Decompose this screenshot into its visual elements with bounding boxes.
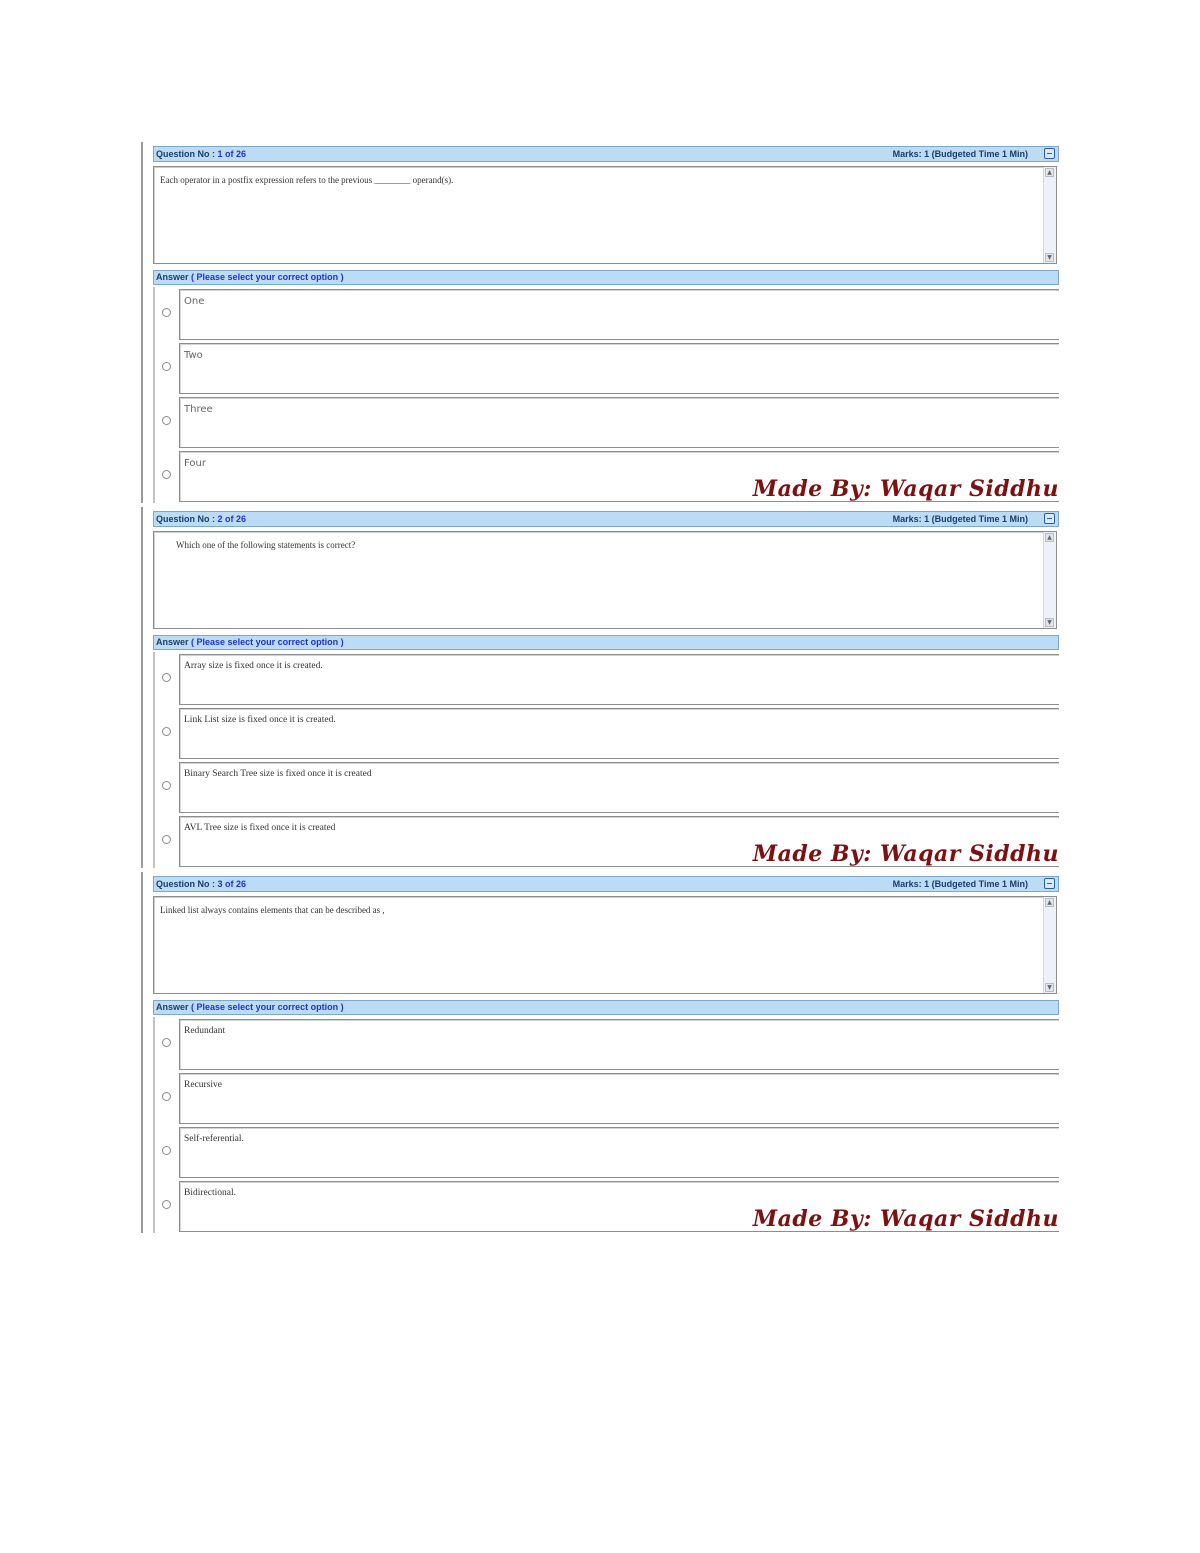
question-block-3 (141, 872, 1059, 1233)
question-header (153, 511, 1059, 527)
option-box (179, 289, 1059, 340)
scroll-down-icon[interactable]: ▼ (1045, 983, 1054, 992)
option-radio[interactable] (162, 1200, 171, 1209)
marks-label: Marks: 1 (Budgeted Time 1 Min) (892, 149, 1028, 159)
answer-option[interactable] (155, 1071, 1059, 1124)
scroll-down-icon[interactable]: ▼ (1045, 618, 1054, 627)
scrollbar[interactable] (1043, 897, 1056, 993)
question-number: Question No : 1 of 26 (156, 149, 247, 159)
question-header (153, 876, 1059, 892)
answer-option[interactable] (155, 341, 1059, 394)
option-radio[interactable] (162, 1092, 171, 1101)
option-radio[interactable] (162, 835, 171, 844)
option-box (179, 1019, 1059, 1070)
option-text: Four (184, 458, 206, 469)
option-radio[interactable] (162, 1038, 171, 1047)
option-radio[interactable] (162, 470, 171, 479)
scroll-up-icon[interactable]: ▲ (1045, 898, 1054, 907)
question-block-1 (141, 142, 1059, 503)
answer-header: Answer ( Please select your correct option ) (153, 270, 1059, 285)
answer-option[interactable] (155, 652, 1059, 705)
option-box (179, 654, 1059, 705)
answer-option[interactable] (155, 706, 1059, 759)
question-text-box (153, 531, 1057, 629)
question-text: Which one of the following statements is correct? (176, 540, 356, 550)
answer-option[interactable] (155, 1017, 1059, 1070)
option-text: Self-referential. (184, 1134, 244, 1144)
question-text: Linked list always contains elements that can be described as , (160, 905, 385, 915)
option-radio[interactable] (162, 416, 171, 425)
option-text: One (184, 296, 205, 307)
option-radio[interactable] (162, 362, 171, 371)
answer-option[interactable] (155, 395, 1059, 448)
watermark: Made By: Waqar Siddhu (752, 1206, 1059, 1232)
option-text: Two (184, 350, 203, 361)
option-text: Link List size is fixed once it is created. (184, 715, 336, 725)
option-radio[interactable] (162, 1146, 171, 1155)
answer-header: Answer ( Please select your correct option ) (153, 635, 1059, 650)
option-radio[interactable] (162, 727, 171, 736)
option-box (179, 397, 1059, 448)
question-text-box (153, 166, 1057, 264)
scroll-down-icon[interactable]: ▼ (1045, 253, 1054, 262)
answer-options (153, 1017, 1059, 1233)
question-text: Each operator in a postfix expression refers to the previous ________ operand(s). (160, 175, 454, 185)
collapse-icon[interactable] (1044, 878, 1055, 889)
answer-options (153, 652, 1059, 868)
option-radio[interactable] (162, 781, 171, 790)
question-header (153, 146, 1059, 162)
marks-label: Marks: 1 (Budgeted Time 1 Min) (892, 879, 1028, 889)
question-number: Question No : 2 of 26 (156, 514, 247, 524)
scroll-up-icon[interactable]: ▲ (1045, 533, 1054, 542)
scroll-up-icon[interactable]: ▲ (1045, 168, 1054, 177)
option-text: Redundant (184, 1026, 226, 1036)
option-text: Recursive (184, 1080, 222, 1090)
option-box (179, 708, 1059, 759)
option-box (179, 1073, 1059, 1124)
answer-option[interactable] (155, 1125, 1059, 1178)
collapse-icon[interactable] (1044, 513, 1055, 524)
option-radio[interactable] (162, 308, 171, 317)
option-text: Array size is fixed once it is created. (184, 661, 323, 671)
option-text: Binary Search Tree size is fixed once it is created (184, 769, 372, 779)
option-text: Bidirectional. (184, 1188, 236, 1198)
option-text: AVL Tree size is fixed once it is created (184, 823, 336, 833)
marks-label: Marks: 1 (Budgeted Time 1 Min) (892, 514, 1028, 524)
answer-header: Answer ( Please select your correct option ) (153, 1000, 1059, 1015)
watermark: Made By: Waqar Siddhu (752, 841, 1059, 867)
answer-options (153, 287, 1059, 503)
scrollbar[interactable] (1043, 167, 1056, 263)
question-block-2 (141, 507, 1059, 868)
answer-option[interactable] (155, 287, 1059, 340)
option-box (179, 343, 1059, 394)
option-text: Three (184, 404, 213, 415)
scrollbar[interactable] (1043, 532, 1056, 628)
option-box (179, 1127, 1059, 1178)
collapse-icon[interactable] (1044, 148, 1055, 159)
option-box (179, 762, 1059, 813)
question-number: Question No : 3 of 26 (156, 879, 247, 889)
option-radio[interactable] (162, 673, 171, 682)
answer-option[interactable] (155, 760, 1059, 813)
watermark: Made By: Waqar Siddhu (752, 476, 1059, 502)
question-text-box (153, 896, 1057, 994)
